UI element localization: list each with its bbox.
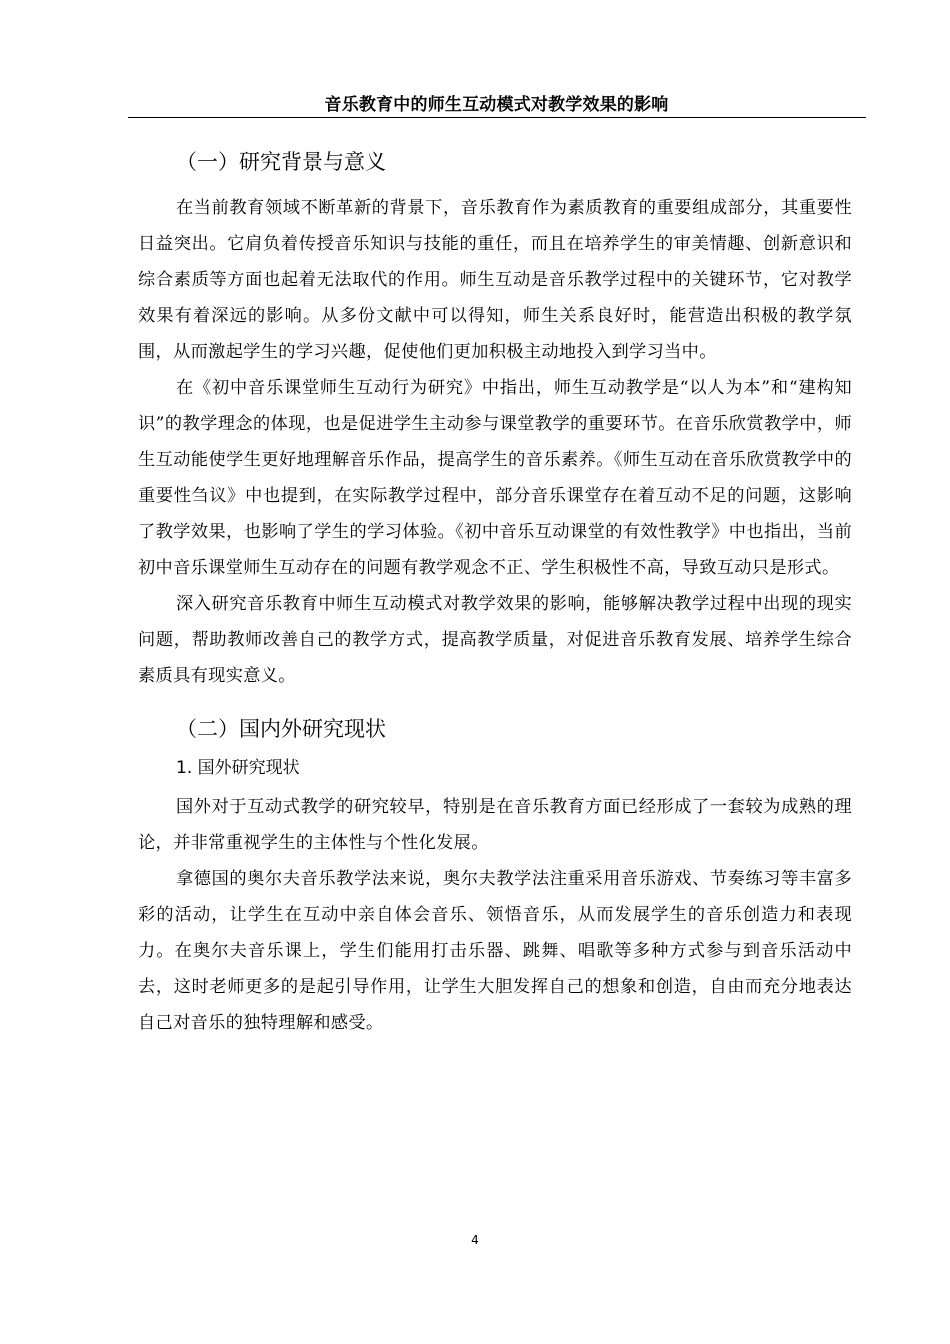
subsection-heading-foreign-research: 1. 国外研究现状: [176, 758, 300, 778]
body-text: [138, 147, 852, 1041]
section-heading-background: （一）研究背景与意义: [176, 150, 386, 174]
paragraph-foreign-2: 拿德国的奥尔夫音乐教学法来说，奥尔夫教学法注重采用音乐游戏、节奏练习等丰富多彩的活动，让学生在互动中亲自体会音乐、领悟音乐，从而发展学生的音乐创造力和表现力。在奥尔夫音乐课上，学生们能用打击乐器、跳舞、唱歌等多种方式参与到音乐活动中去，这时老师更多的是起引导作用，让学生大胆发挥自己的想象和创造，自由而充分地表达自己对音乐的独特理解和感受。: [138, 869, 852, 1033]
header-rule: [128, 117, 866, 118]
section-heading-research-status: （二）国内外研究现状: [176, 717, 386, 741]
paragraph-foreign-1: 国外对于互动式教学的研究较早，特别是在音乐教育方面已经形成了一套较为成熟的理论，并非常重视学生的主体性与个性化发展。: [138, 797, 852, 853]
running-header-title: 音乐教育中的师生互动模式对教学效果的影响: [324, 95, 669, 115]
paragraph-background-1: 在当前教育领域不断革新的背景下，音乐教育作为素质教育的重要组成部分，其重要性日益突出。它肩负着传授音乐知识与技能的重任，而且在培养学生的审美情趣、创新意识和综合素质等方面也起着无法取代的作用。师生互动是音乐教学过程中的关键环节，它对教学效果有着深远的影响。从多份文献中可以得知，师生关系良好时，能营造出积极的教学氛围，从而激起学生的学习兴趣，促使他们更加积极主动地投入到学习当中。: [138, 198, 852, 362]
paragraph-background-2: 在《初中音乐课堂师生互动行为研究》中指出，师生互动教学是“以人为本”和“建构知识”的教学理念的体现，也是促进学生主动参与课堂教学的重要环节。在音乐欣赏教学中，师生互动能使学生更好地理解音乐作品，提高学生的音乐素养。《师生互动在音乐欣赏教学中的重要性刍议》中也提到，在实际教学过程中，部分音乐课堂存在着互动不足的问题，这影响了教学效果，也影响了学生的学习体验。《初中音乐互动课堂的有效性教学》中也指出，当前初中音乐课堂师生互动存在的问题有教学观念不正、学生积极性不高，导致互动只是形式。: [138, 378, 852, 578]
page-number: 4: [471, 1233, 479, 1247]
paragraph-background-3: 深入研究音乐教育中师生互动模式对教学效果的影响，能够解决教学过程中出现的现实问题，帮助教师改善自己的教学方式，提高教学质量，对促进音乐教育发展、培养学生综合素质具有现实意义。: [138, 594, 852, 686]
